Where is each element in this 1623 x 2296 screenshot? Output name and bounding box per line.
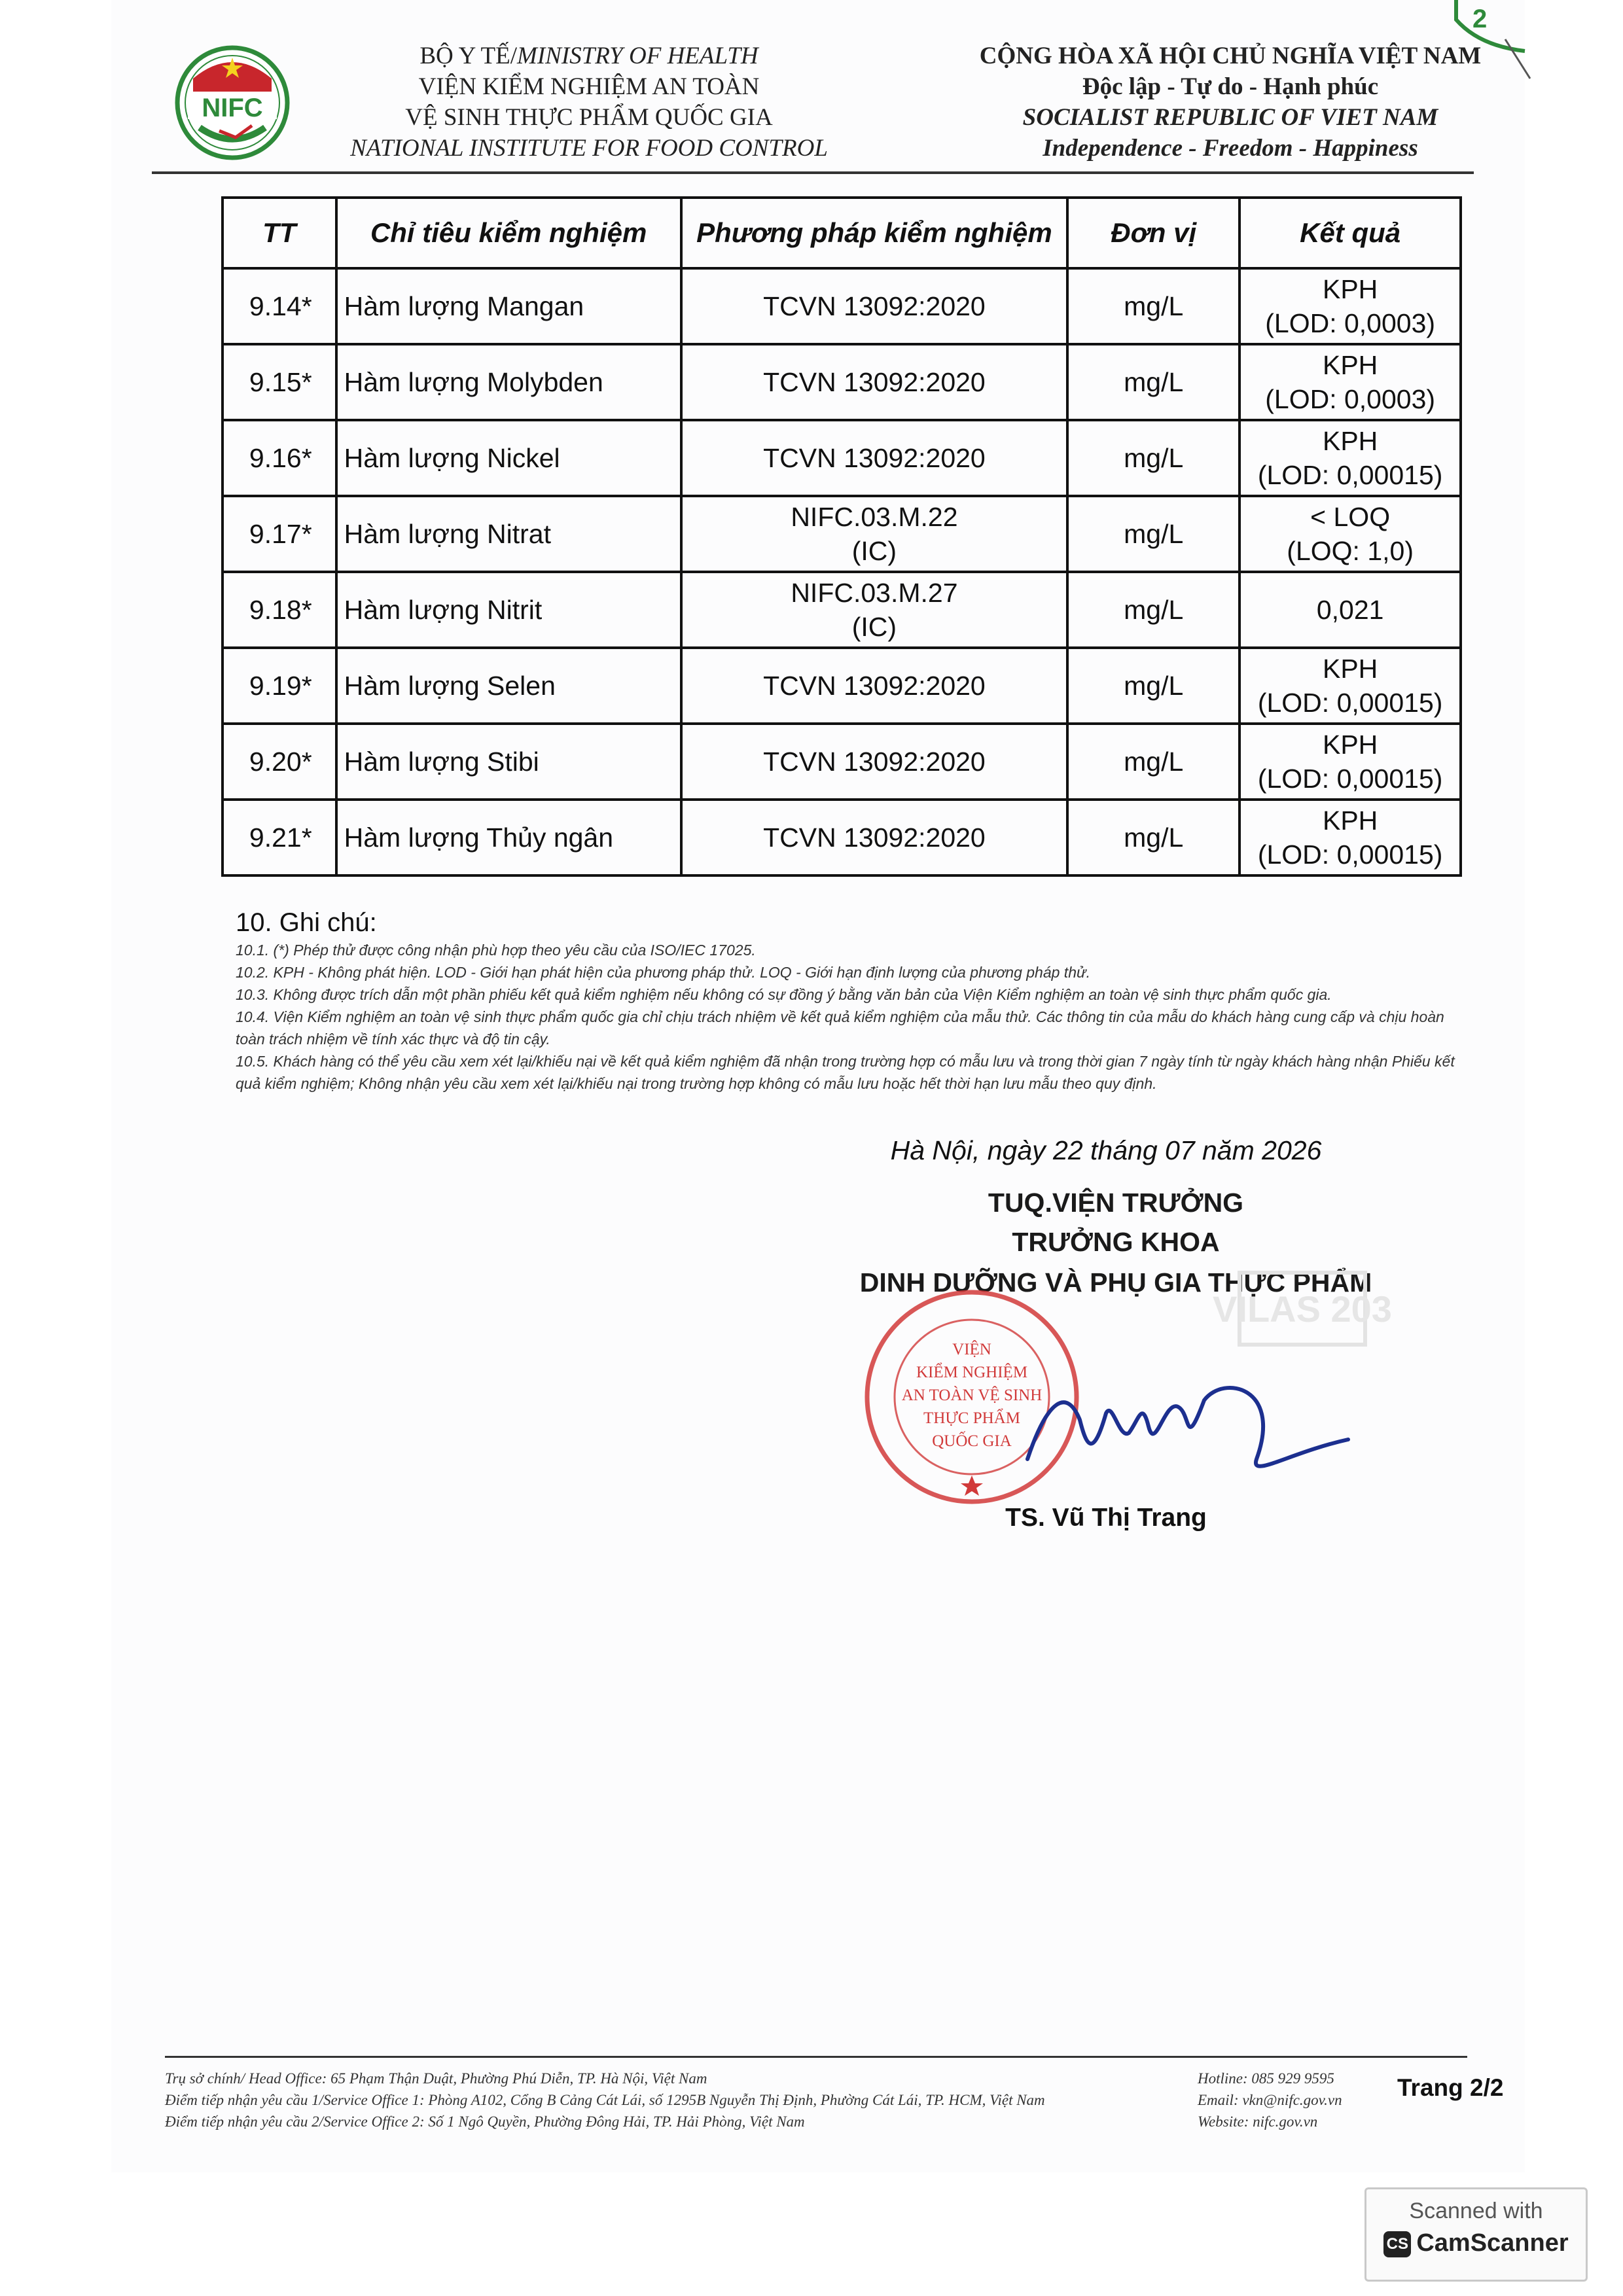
- method-line: (IC): [851, 536, 897, 566]
- signatory-title-1: TUQ.VIỆN TRƯỞNG: [988, 1188, 1244, 1218]
- cell-result: [1240, 572, 1461, 648]
- institute-name-line1: VIỆN KIỂM NGHIỆM AN TOÀN: [418, 73, 760, 100]
- note-item: 10.3. Không được trích dẫn một phần phiếu kết quả kiểm nghiệm nếu không có sự đồng ý bằng văn bản của Viện Kiểm nghiệm an toàn vệ sinh thực phẩm quốc gia.: [236, 986, 1332, 1003]
- table-row: [223, 496, 1461, 572]
- col-header-parameter: Chỉ tiêu kiểm nghiệm: [336, 198, 681, 268]
- cell-unit: mg/L: [1067, 648, 1240, 724]
- cell-result: [1240, 496, 1461, 572]
- cell-parameter: Hàm lượng Stibi: [336, 724, 681, 800]
- website: Website: nifc.gov.vn: [1198, 2113, 1318, 2130]
- cell-parameter: Hàm lượng Molybden: [336, 344, 681, 420]
- footer-contact: [1198, 2068, 1394, 2132]
- cell-result: [1240, 724, 1461, 800]
- note-item: 10.1. (*) Phép thử được công nhận phù hợp theo yêu cầu của ISO/IEC 17025.: [236, 942, 756, 959]
- institute-name-en: NATIONAL INSTITUTE FOR FOOD CONTROL: [350, 135, 828, 162]
- page-number: Trang 2/2: [1397, 2074, 1504, 2101]
- method-line: TCVN 13092:2020: [763, 747, 986, 777]
- camscanner-text: CamScanner: [1416, 2229, 1569, 2257]
- svg-text:THỰC PHẨM: THỰC PHẨM: [923, 1409, 1020, 1427]
- cell-unit: mg/L: [1067, 268, 1240, 344]
- result-line: < LOQ: [1310, 502, 1391, 532]
- table-row: [223, 648, 1461, 724]
- cell-result: [1240, 268, 1461, 344]
- cell-parameter: Hàm lượng Nitrat: [336, 496, 681, 572]
- national-header: [969, 41, 1492, 164]
- result-line: 0,021: [1316, 595, 1384, 625]
- result-line: KPH: [1322, 350, 1378, 380]
- cell-method: [681, 268, 1068, 344]
- motto-vi: Độc lập - Tự do - Hạnh phúc: [1082, 73, 1379, 100]
- result-line: (LOQ: 1,0): [1287, 536, 1414, 566]
- institute-name-line2: VỆ SINH THỰC PHẨM QUỐC GIA: [405, 104, 773, 131]
- cell-tt: 9.17*: [223, 496, 336, 572]
- result-line: KPH: [1322, 654, 1378, 684]
- cell-method: [681, 496, 1068, 572]
- cell-parameter: Hàm lượng Nitrit: [336, 572, 681, 648]
- col-header-result: Kết quả: [1240, 198, 1461, 268]
- method-line: NIFC.03.M.27: [791, 578, 958, 608]
- method-line: NIFC.03.M.22: [791, 502, 958, 532]
- result-line: KPH: [1322, 730, 1378, 760]
- table-row: [223, 420, 1461, 496]
- svg-text:NIFC: NIFC: [202, 94, 263, 122]
- cell-unit: mg/L: [1067, 724, 1240, 800]
- result-line: (LOD: 0,00015): [1257, 688, 1443, 718]
- table-row: [223, 268, 1461, 344]
- result-line: KPH: [1322, 805, 1378, 836]
- cell-unit: mg/L: [1067, 496, 1240, 572]
- notes-title: 10. Ghi chú:: [236, 908, 377, 937]
- svg-text:KIỂM NGHIỆM: KIỂM NGHIỆM: [916, 1364, 1028, 1381]
- cell-result: [1240, 420, 1461, 496]
- svg-text:QUỐC GIA: QUỐC GIA: [932, 1432, 1012, 1450]
- cell-method: [681, 344, 1068, 420]
- result-line: (LOD: 0,00015): [1257, 460, 1443, 490]
- signatory-title-3: DINH DƯỠNG VÀ PHỤ GIA THỰC PHẨM: [859, 1267, 1372, 1298]
- result-line: (LOD: 0,0003): [1265, 308, 1436, 338]
- notes-section: [236, 906, 1466, 1095]
- method-line: (IC): [851, 612, 897, 642]
- cell-method: [681, 800, 1068, 875]
- cell-tt: 9.19*: [223, 648, 336, 724]
- svg-text:2: 2: [1472, 5, 1488, 33]
- handwritten-signature: [1008, 1361, 1374, 1492]
- col-header-method: Phương pháp kiểm nghiệm: [681, 198, 1068, 268]
- camscanner-badge: [1364, 2187, 1588, 2282]
- note-item: 10.4. Viện Kiểm nghiệm an toàn vệ sinh thực phẩm quốc gia chỉ chịu trách nhiệm về kết quả kiểm nghiệm của mẫu thử. Các thông tin của mẫu do khách hàng cung cấp và chịu hoàn toàn trách nhiệm về tính xác thực và độ tin cậy.: [236, 1008, 1444, 1048]
- cell-tt: 9.20*: [223, 724, 336, 800]
- cell-tt: 9.14*: [223, 268, 336, 344]
- cell-tt: 9.15*: [223, 344, 336, 420]
- ministry-en: MINISTRY OF HEALTH: [517, 43, 758, 69]
- corner-fold-icon: [1453, 0, 1531, 52]
- cell-parameter: Hàm lượng Nickel: [336, 420, 681, 496]
- results-table: [221, 196, 1462, 877]
- issue-date: Hà Nội, ngày 22 tháng 07 năm 2026: [890, 1135, 1322, 1165]
- method-line: TCVN 13092:2020: [763, 291, 986, 321]
- ministry-vi: BỘ Y TẾ/: [419, 43, 518, 69]
- cell-result: [1240, 648, 1461, 724]
- svg-text:VILAS 203: VILAS 203: [1213, 1288, 1392, 1330]
- hotline: Hotline: 085 929 9595: [1198, 2070, 1334, 2087]
- cell-tt: 9.21*: [223, 800, 336, 875]
- footer-address-line: Điểm tiếp nhận yêu cầu 1/Service Office 1: Phòng A102, Cổng B Cảng Cát Lái, số 1295B Nguyễn Thị Định, Phường Cát Lái, TP. HCM, Việt Nam: [165, 2092, 1045, 2108]
- result-line: KPH: [1322, 426, 1378, 456]
- cell-unit: mg/L: [1067, 420, 1240, 496]
- table-row: [223, 572, 1461, 648]
- footer-address-line: Trụ sở chính/ Head Office: 65 Phạm Thận Duật, Phường Phú Diễn, TP. Hà Nội, Việt Nam: [165, 2070, 707, 2087]
- cell-unit: mg/L: [1067, 344, 1240, 420]
- header-divider: [152, 171, 1474, 174]
- note-item: 10.2. KPH - Không phát hiện. LOD - Giới hạn phát hiện của phương pháp thử. LOQ - Giới hạn định lượng của phương pháp thử.: [236, 964, 1090, 981]
- signatory-title-2: TRƯỞNG KHOA: [1012, 1227, 1220, 1257]
- table-header-row: [223, 198, 1461, 268]
- col-header-tt: TT: [223, 198, 336, 268]
- nifc-logo: [173, 39, 291, 167]
- col-header-unit: Đơn vị: [1067, 198, 1240, 268]
- camscanner-icon: CS: [1383, 2231, 1411, 2257]
- cell-parameter: Hàm lượng Selen: [336, 648, 681, 724]
- method-line: TCVN 13092:2020: [763, 367, 986, 397]
- result-line: (LOD: 0,00015): [1257, 764, 1443, 794]
- note-item: 10.5. Khách hàng có thể yêu cầu xem xét lại/khiếu nại về kết quả kiểm nghiệm đã nhận trong trường hợp có mẫu lưu và trong thời gian 7 ngày tính từ ngày khách hàng nhận Phiếu kết quả kiểm nghiệm; Không nhận yêu cầu xem xét lại/khiếu nại trong trường hợp không có mẫu lưu hoặc hết thời hạn lưu mẫu theo quy định.: [236, 1053, 1455, 1092]
- cell-result: [1240, 344, 1461, 420]
- method-line: TCVN 13092:2020: [763, 822, 986, 853]
- svg-text:VIỆN: VIỆN: [952, 1341, 991, 1358]
- camscanner-label: [1366, 2229, 1586, 2257]
- result-line: (LOD: 0,00015): [1257, 839, 1443, 870]
- cell-method: [681, 420, 1068, 496]
- table-row: [223, 344, 1461, 420]
- cell-parameter: Hàm lượng Thủy ngân: [336, 800, 681, 875]
- signer-name: TS. Vũ Thị Trang: [1005, 1504, 1207, 1532]
- result-line: KPH: [1322, 274, 1378, 304]
- cell-parameter: Hàm lượng Mangan: [336, 268, 681, 344]
- scanned-with-label: Scanned with: [1409, 2199, 1543, 2223]
- email: Email: vkn@nifc.gov.vn: [1198, 2092, 1342, 2108]
- table-row: [223, 800, 1461, 875]
- footer-address-line: Điểm tiếp nhận yêu cầu 2/Service Office 2: Số 1 Ngô Quyền, Phường Đông Hải, TP. Hải Phòng, Việt Nam: [165, 2113, 805, 2130]
- cell-method: [681, 648, 1068, 724]
- country-name-vi: CỘNG HÒA XÃ HỘI CHỦ NGHĨA VIỆT NAM: [979, 43, 1482, 69]
- cell-unit: mg/L: [1067, 572, 1240, 648]
- cell-method: [681, 572, 1068, 648]
- svg-text:AN TOÀN VỆ SINH: AN TOÀN VỆ SINH: [901, 1386, 1043, 1404]
- table-row: [223, 724, 1461, 800]
- motto-en: Independence - Freedom - Happiness: [1043, 135, 1418, 162]
- footer-divider: [165, 2056, 1467, 2058]
- result-line: (LOD: 0,0003): [1265, 384, 1436, 414]
- country-name-en: SOCIALIST REPUBLIC OF VIET NAM: [1022, 104, 1438, 131]
- cell-result: [1240, 800, 1461, 875]
- cell-method: [681, 724, 1068, 800]
- method-line: TCVN 13092:2020: [763, 443, 986, 473]
- cell-unit: mg/L: [1067, 800, 1240, 875]
- vilas-watermark: [1213, 1253, 1392, 1364]
- institute-header: [327, 41, 851, 164]
- cell-tt: 9.16*: [223, 420, 336, 496]
- cell-tt: 9.18*: [223, 572, 336, 648]
- method-line: TCVN 13092:2020: [763, 671, 986, 701]
